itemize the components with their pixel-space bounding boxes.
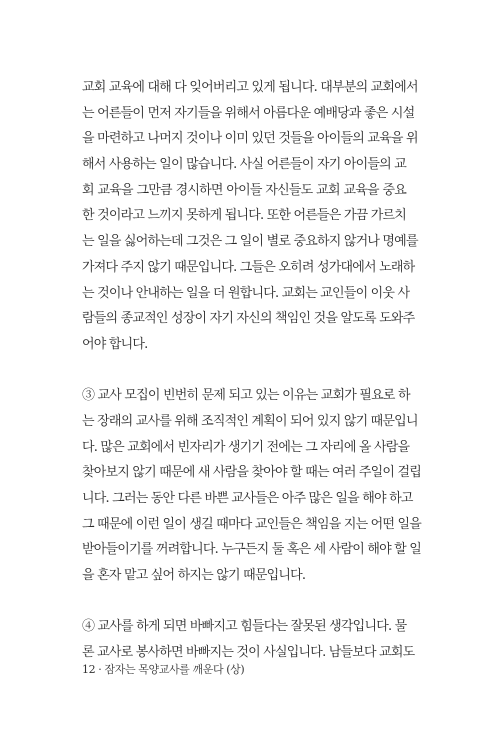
paragraph-1-line-11: 어야 합니다.	[82, 336, 148, 352]
paragraph-spacer	[82, 589, 406, 615]
paragraph-1-line-3: 을 마련하고 나머지 것이나 이미 있던 것들을 아이들의 교육을 위	[82, 131, 418, 147]
body-text	[82, 75, 422, 666]
paragraph-2-line-8: 을 혼자 맡고 싶어 하지는 않기 때문입니다.	[82, 568, 306, 584]
page-footer: 12 · 잠자는 목양교사를 깨운다 (상)	[82, 663, 245, 676]
paragraph-spacer	[82, 358, 406, 384]
paragraph-1-line-4: 해서 사용하는 일이 많습니다. 사실 어른들이 자기 아이들의 교	[82, 157, 406, 173]
paragraph-2-line-4: 찾아보지 않기 때문에 새 사람을 찾아야 할 때는 여러 주일이 걸립	[82, 465, 422, 481]
paragraph-3-line-1: ④ 교사를 하게 되면 바빠지고 힘들다는 잘못된 생각입니다. 물	[82, 619, 407, 635]
paragraph-2-line-5: 니다. 그러는 동안 다른 바쁜 교사들은 아주 많은 일을 해야 하고	[82, 491, 413, 506]
paragraph-1-line-1: 교회 교육에 대해 다 잊어버리고 있게 됩니다. 대부분의 교회에서	[82, 80, 418, 95]
paragraph-1-line-10: 람들의 종교적인 성장이 자기 자신의 책임인 것을 알도록 도와주	[82, 311, 415, 327]
paragraph-1-line-2: 는 어른들이 먼저 자기들을 위해서 아름다운 예배당과 좋은 시설	[82, 105, 415, 121]
paragraph-1-line-9: 는 것이나 안내하는 일을 더 원합니다. 교회는 교인들이 이웃 사	[82, 285, 410, 301]
paragraph-2-line-1: ③ 교사 모집이 빈번히 문제 되고 있는 이유는 교회가 필요로 하	[82, 388, 410, 404]
paragraph-2-line-2: 는 장래의 교사를 위해 조직적인 계획이 되어 있지 않기 때문입니	[82, 413, 418, 429]
paragraph-3-line-2: 론 교사로 봉사하면 바빠지는 것이 사실입니다. 남들보다 교회도	[82, 645, 415, 661]
paragraph-1-line-8: 가져다 주지 않기 때문입니다. 그들은 오히려 성가대에서 노래하	[82, 259, 415, 275]
paragraph-2-line-7: 받아들이기를 꺼려합니다. 누구든지 둘 혹은 세 사람이 해야 할 일	[82, 542, 422, 558]
paragraph-2-line-6: 그 때문에 이런 일이 생길 때마다 교인들은 책임을 지는 어떤 일을	[82, 516, 422, 532]
paragraph-1-line-7: 는 일을 싫어하는데 그것은 그 일이 별로 중요하지 않거나 명예를	[82, 234, 418, 250]
paragraph-2-line-3: 다. 많은 교회에서 빈자리가 생기기 전에는 그 자리에 올 사람을	[82, 439, 410, 455]
paragraph-1-line-5: 회 교육을 그만큼 경시하면 아이들 자신들도 교회 교육을 중요	[82, 182, 406, 198]
paragraph-1-line-6: 한 것이라고 느끼지 못하게 됩니다. 또한 어른들은 가끔 가르치	[82, 208, 406, 224]
